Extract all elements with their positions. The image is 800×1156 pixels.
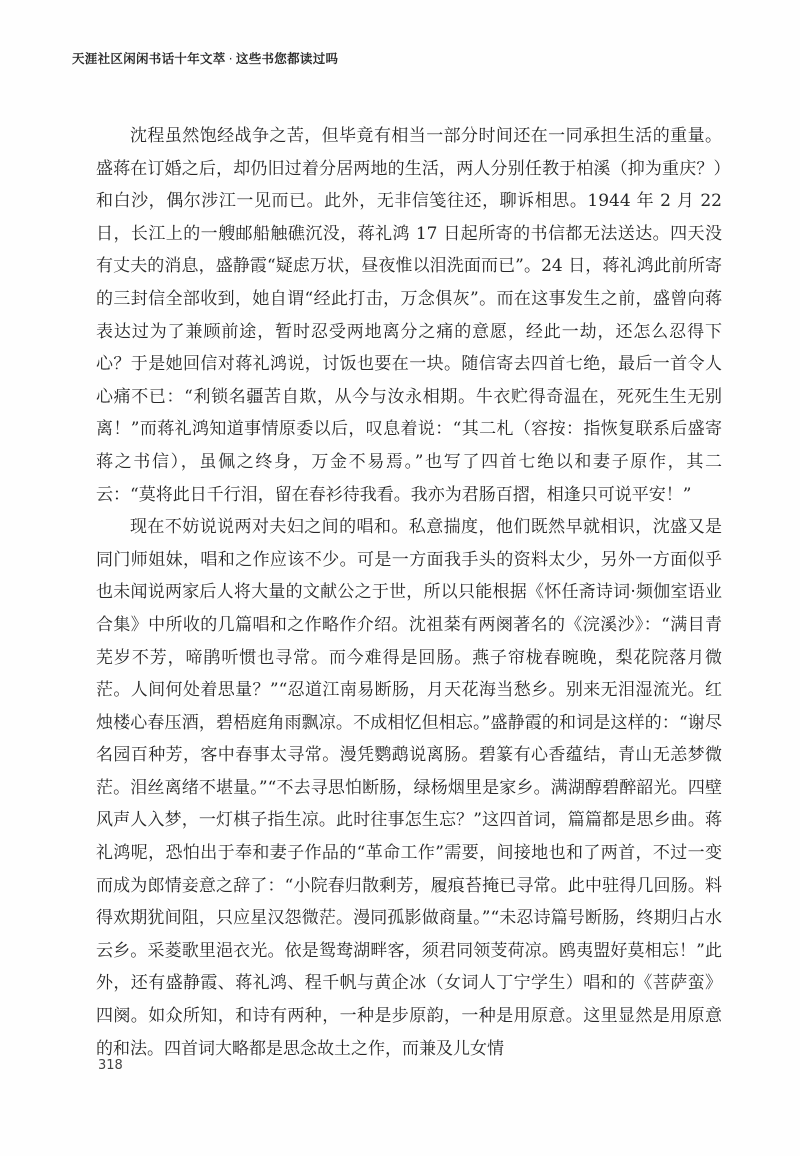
series-title: 天涯社区闲闲书话十年文萃	[72, 51, 226, 66]
paragraph: 现在不妨说说两对夫妇之间的唱和。私意揣度，他们既然早就相识，沈盛又是同门师姐妹，唱和之作应该不少。可是一方面我手头的资料太少，另外一方面似乎也未闻说两家后人将大量的文献公之于世，所以只能根据《怀任斋诗词·频伽室语业合集》中所收的几篇唱和之作略作介绍。沈祖棻有两阕著名的《浣溪沙》：“满目青芜岁不芳，啼鹃听惯也寻常。而今难得是回肠。燕子帘栊春晼晚，梨花院落月微茫。人间何处着思量？”“忍道江南易断肠，月天花海当愁乡。别来无泪湿流光。红烛楼心春压酒，碧梧庭角雨飘凉。不成相忆但相忘。”盛静霞的和词是这样的：“谢尽名园百种芳，客中春事太寻常。漫凭鹦鹉说离肠。碧篆有心香蕴结，青山无恙梦微茫。泪丝离绪不堪量。”“不去寻思怕断肠，绿杨烟里是家乡。满湖醇碧醉韶光。四壁风声人入梦，一灯棋子指生凉。此时往事怎生忘？”这四首词，篇篇都是思乡曲。蒋礼鸿呢，恐怕出于奉和妻子作品的“革命工作”需要，间接地也和了两首，不过一变而成为郎情妾意之辞了：“小院春归散剩芳，履痕苔掩已寻常。此中驻得几回肠。料得欢期犹间阻，只应星汉怨微茫。漫同孤影做商量。”“未忍诗篇号断肠，终期归占水云乡。采菱歌里浥衣光。依是鸳鸯湖畔客，须君同领芰荷凉。鸥夷盟好莫相忘！”此外，还有盛静霞、蒋礼鸿、程千帆与黄企冰（女词人丁宁学生）唱和的《菩萨蛮》四阕。如众所知，和诗有两种，一种是步原韵，一种是用原意。这里显然是用原意的和法。四首词大略都是思念故土之作，而兼及儿女情	[96, 517, 722, 1059]
header-separator: ·	[228, 51, 233, 66]
running-header	[72, 49, 338, 67]
page-number: 318	[98, 1058, 123, 1073]
volume-title: 这些书您都读过吗	[235, 51, 339, 66]
paragraph: 沈程虽然饱经战争之苦，但毕竟有相当一部分时间还在一同承担生活的重量。盛蒋在订婚之后，却仍旧过着分居两地的生活，两人分别任教于柏溪（抑为重庆？）和白沙，偶尔涉江一见而已。此外，无非信笺往还，聊诉相思。1944 年 2 月 22 日，长江上的一艘邮船触礁沉没，蒋礼鸿 17 日起所寄的书信都无法送达。四天没有丈夫的消息，盛静霞“疑虑万状，昼夜惟以泪洗面而已”。24 日，蒋礼鸿此前所寄的三封信全部收到，她自谓“经此打击，万念俱灰”。而在这事发生之前，盛曾向蒋表达过为了兼顾前途，暂时忍受两地离分之痛的意愿，经此一劫，还怎么忍得下心？于是她回信对蒋礼鸿说，讨饭也要在一块。随信寄去四首七绝，最后一首令人心痛不已：“利锁名疆苦自欺，从今与汝永相期。牛衣贮得奇温在，死死生生无别离！”而蒋礼鸿知道事情原委以后，叹息着说：“其二札（容按：指恢复联系后盛寄蒋之书信），虽佩之终身，万金不易焉。”也写了四首七绝以和妻子原作，其二云：“莫将此日千行泪，留在春衫待我看。我亦为君肠百摺，相逢只可说平安！”	[96, 126, 722, 505]
body-text	[96, 120, 722, 1065]
